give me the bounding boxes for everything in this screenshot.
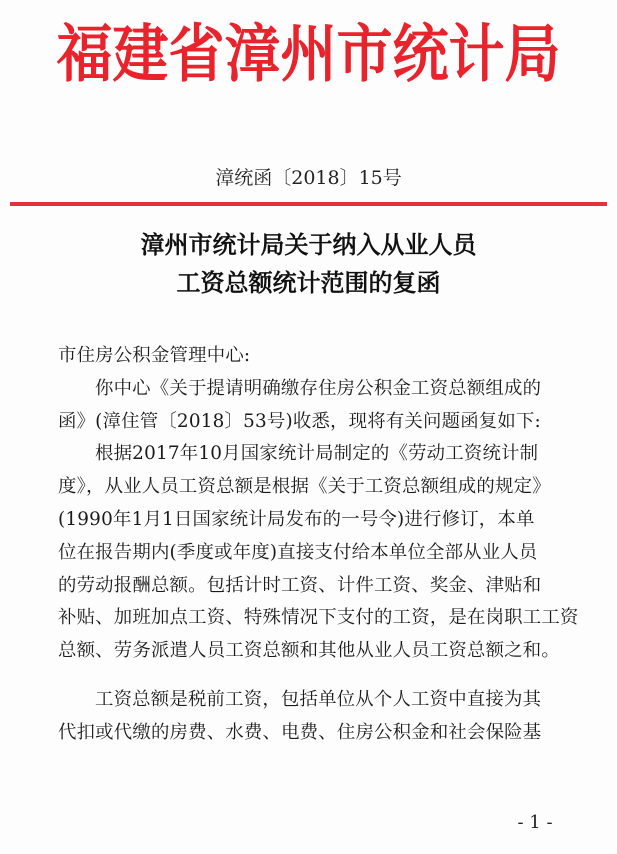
- paragraph-2-line-7: 总额、劳务派遣人员工资总额和其他从业人员工资总额之和。: [58, 640, 560, 662]
- document-title: [0, 226, 617, 302]
- paragraph-2-line-1: 根据2017年10月国家统计局制定的《劳动工资统计制: [95, 443, 539, 465]
- paragraph-3-line-1: 工资总额是税前工资，包括单位从个人工资中直接为其: [95, 688, 542, 710]
- paragraph-2-line-5: 的劳动报酬总额。包括计时工资、计件工资、奖金、津贴和: [58, 574, 542, 596]
- paragraph-2-line-6: 补贴、加班加点工资、特殊情况下支付的工资，是在岗职工工资: [58, 607, 579, 629]
- paragraph-gap: [58, 668, 578, 684]
- paragraph-1-line-2: 函》(漳住管〔2018〕53号)收悉，现将有关问题函复如下:: [58, 410, 541, 432]
- title-line-2: 工资总额统计范围的复函: [176, 269, 441, 297]
- red-divider-line: [10, 202, 607, 206]
- page-number: - 1 -: [517, 812, 553, 833]
- paragraph-3-line-2: 代扣或代缴的房费、水费、电费、住房公积金和社会保险基: [58, 721, 542, 743]
- masthead-organization: 福建省漳州市统计局: [56, 17, 561, 92]
- salutation: 市住房公积金管理中心:: [58, 345, 251, 366]
- title-line-1: 漳州市统计局关于纳入从业人员: [140, 231, 477, 259]
- document-body: [58, 340, 578, 750]
- document-number: 漳统函〔2018〕15号: [215, 167, 402, 189]
- paragraph-1-line-1: 你中心《关于提请明确缴存住房公积金工资总额组成的: [95, 377, 542, 399]
- paragraph-2-line-4: 位在报告期内(季度或年度)直接支付给本单位全部从业人员: [58, 541, 538, 563]
- paragraph-2-line-2: 度》，从业人员工资总额是根据《关于工资总额组成的规定》: [58, 476, 551, 498]
- paragraph-2-line-3: (1990年1月1日国家统计局发布的一号令)进行修订，本单: [58, 508, 535, 530]
